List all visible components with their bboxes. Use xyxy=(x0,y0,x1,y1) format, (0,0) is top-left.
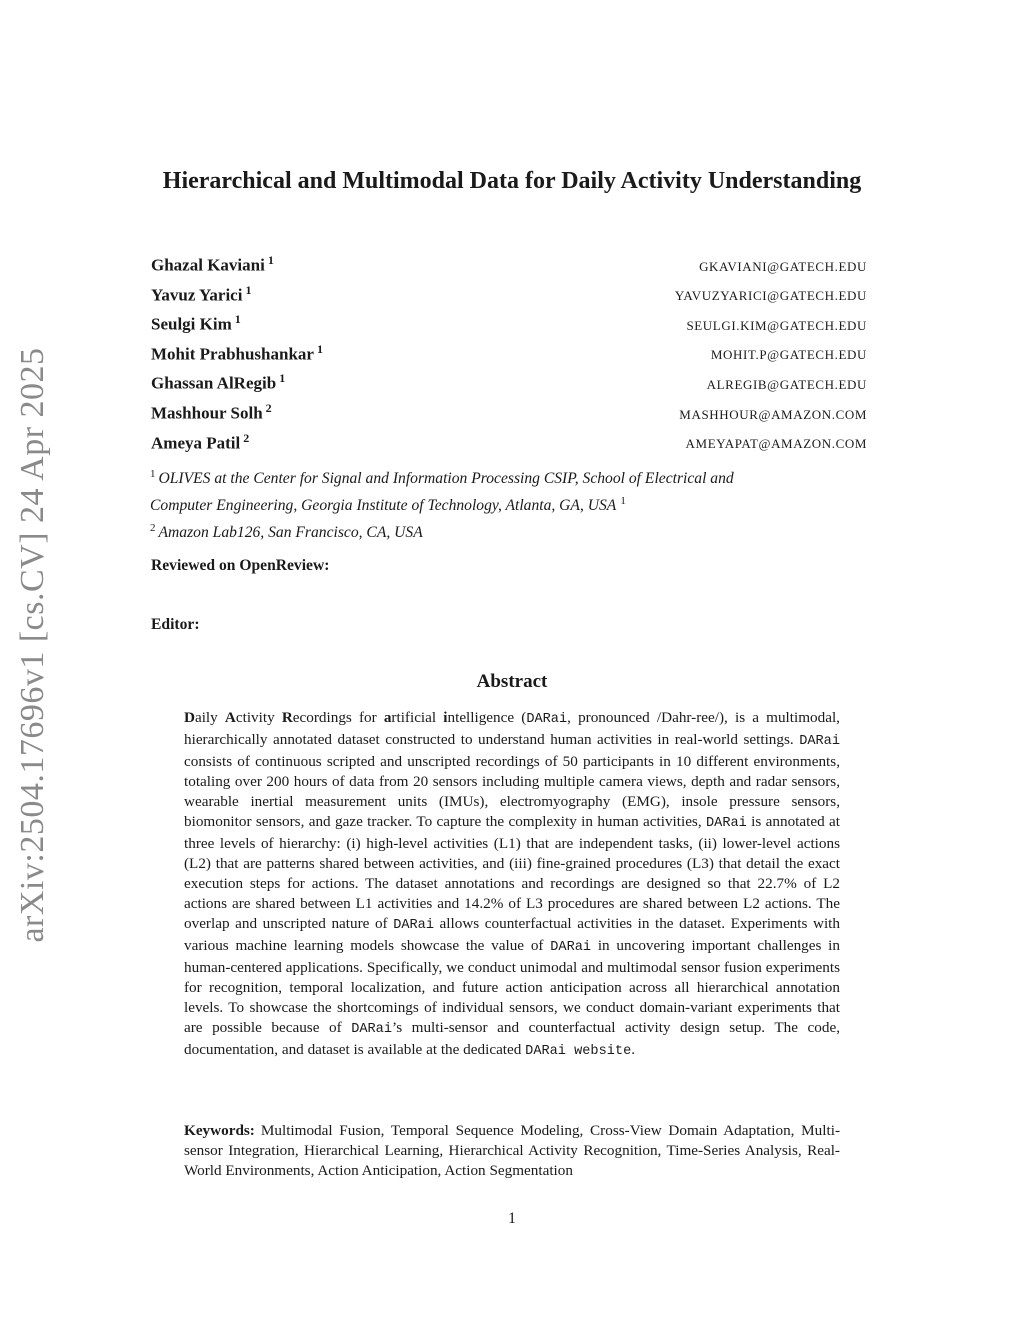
author-row xyxy=(151,283,867,313)
affiliation-2: $^2$ Amazon Lab126, San Francisco, CA, USA xyxy=(150,522,423,542)
keywords xyxy=(184,1121,840,1181)
author-list xyxy=(151,253,867,460)
author-name: Ghassan AlRegib $^1$ xyxy=(151,371,286,394)
author-name: Mashhour Solh $^2$ xyxy=(151,400,272,423)
author-row xyxy=(151,312,867,342)
author-email[interactable]: ALREGIB@GATECH.EDU xyxy=(706,377,867,393)
author-email[interactable]: MASHHOUR@AMAZON.COM xyxy=(679,406,867,422)
author-row xyxy=(151,431,867,461)
paper-title: Hierarchical and Multimodal Data for Daily Activity Understanding xyxy=(162,168,862,194)
dataset-name: DARai xyxy=(351,1022,392,1037)
author-row xyxy=(151,401,867,431)
abstract-heading: Abstract xyxy=(476,671,548,692)
author-row xyxy=(151,371,867,401)
dataset-name: DARai xyxy=(393,918,434,933)
author-name: Mohit Prabhushankar $^1$ xyxy=(151,341,323,364)
author-row xyxy=(151,253,867,283)
editor-label: Editor: xyxy=(151,616,200,633)
author-row xyxy=(151,342,867,372)
author-email[interactable]: MOHIT.P@GATECH.EDU xyxy=(710,347,867,363)
keywords-label: Keywords: xyxy=(184,1122,255,1139)
author-email[interactable]: YAVUZYARICI@GATECH.EDU xyxy=(674,288,867,304)
darai-website-link[interactable]: DARai website xyxy=(525,1044,632,1059)
author-name: Yavuz Yarici $^1$ xyxy=(151,282,252,305)
affiliations xyxy=(150,463,876,545)
reviewed-on-label: Reviewed on OpenReview: xyxy=(151,557,330,574)
author-name: Seulgi Kim $^1$ xyxy=(151,312,241,334)
author-name: Ghazal Kaviani $^1$ xyxy=(151,253,274,275)
dataset-name: DARai xyxy=(526,712,568,727)
dataset-name: DARai xyxy=(799,734,840,749)
author-name: Ameya Patil $^2$ xyxy=(151,430,250,453)
dataset-name: DARai xyxy=(706,816,747,831)
author-email[interactable]: AMEYAPAT@AMAZON.COM xyxy=(685,436,867,452)
abstract-body: Daily Activity Recordings for artificial intelligence (DARai, pronounced /Dahr-ree/), is a multimodal, hierarchically annotated dataset constructed to understand human activities in real-world settings. DARai consists of continuous scripted and unscripted recordings of 50 participants in 10 different environments, totaling over 200 hours of data from 20 sensors including multiple camera views, depth and radar sensors, wearable inertial measurement units (IMUs), electromyography (EMG), insole pressure sensors, biomonitor sensors, and gaze tracker. To capture the complexity in human activities, DARai is annotated at three levels of hierarchy: (i) high-level activities (L1) that are independent tasks, (ii) lower-level actions (L2) that are patterns shared between activities, and (iii) fine-grained procedures (L3) that detail the exact execution steps for actions. The dataset annotations and recordings are designed so that 22.7% of L2 actions are shared between L1 activities and 14.2% of L3 procedures are shared between L2 actions. The overlap and unscripted nature of DARai allows counterfactual activities in the dataset. Experiments with various machine learning models showcase the value of DARai in uncovering important challenges in human-centered applications. Specifically, we conduct unimodal and multimodal sensor fusion experiments for recognition, temporal localization, and future action anticipation across all hierarchical annotation levels. To showcase the shortcomings of individual sensors, we conduct domain-variant experiments that are possible because of DARai’s multi-sensor and counterfactual activity design setup. The code, documentation, and dataset is available at the dedicated DARai website. xyxy=(184,709,840,1059)
affiliation-1: $^1$ OLIVES at the Center for Signal and Information Processing CSIP, School of Electrical and xyxy=(150,468,734,488)
page-number: 1 xyxy=(508,1210,516,1227)
arxiv-identifier-stamp: arXiv:2504.17696v1 [cs.CV] 24 Apr 2025 xyxy=(14,347,51,943)
dataset-name: DARai xyxy=(550,940,592,955)
author-email[interactable]: SEULGI.KIM@GATECH.EDU xyxy=(686,317,867,333)
affiliation-1-continued: Computer Engineering, Georgia Institute of Technology, Atlanta, GA, USA $^1$ xyxy=(150,495,626,515)
keywords-text: Multimodal Fusion, Temporal Sequence Modeling, Cross-View Domain Adaptation, Multi-sensor Integration, Hierarchical Learning, Hierarchical Activity Recognition, Time-Series Analysis, Real-World Environments, Action Anticipation, Action Segmentation xyxy=(184,1122,840,1179)
author-email[interactable]: GKAVIANI@GATECH.EDU xyxy=(699,258,867,274)
